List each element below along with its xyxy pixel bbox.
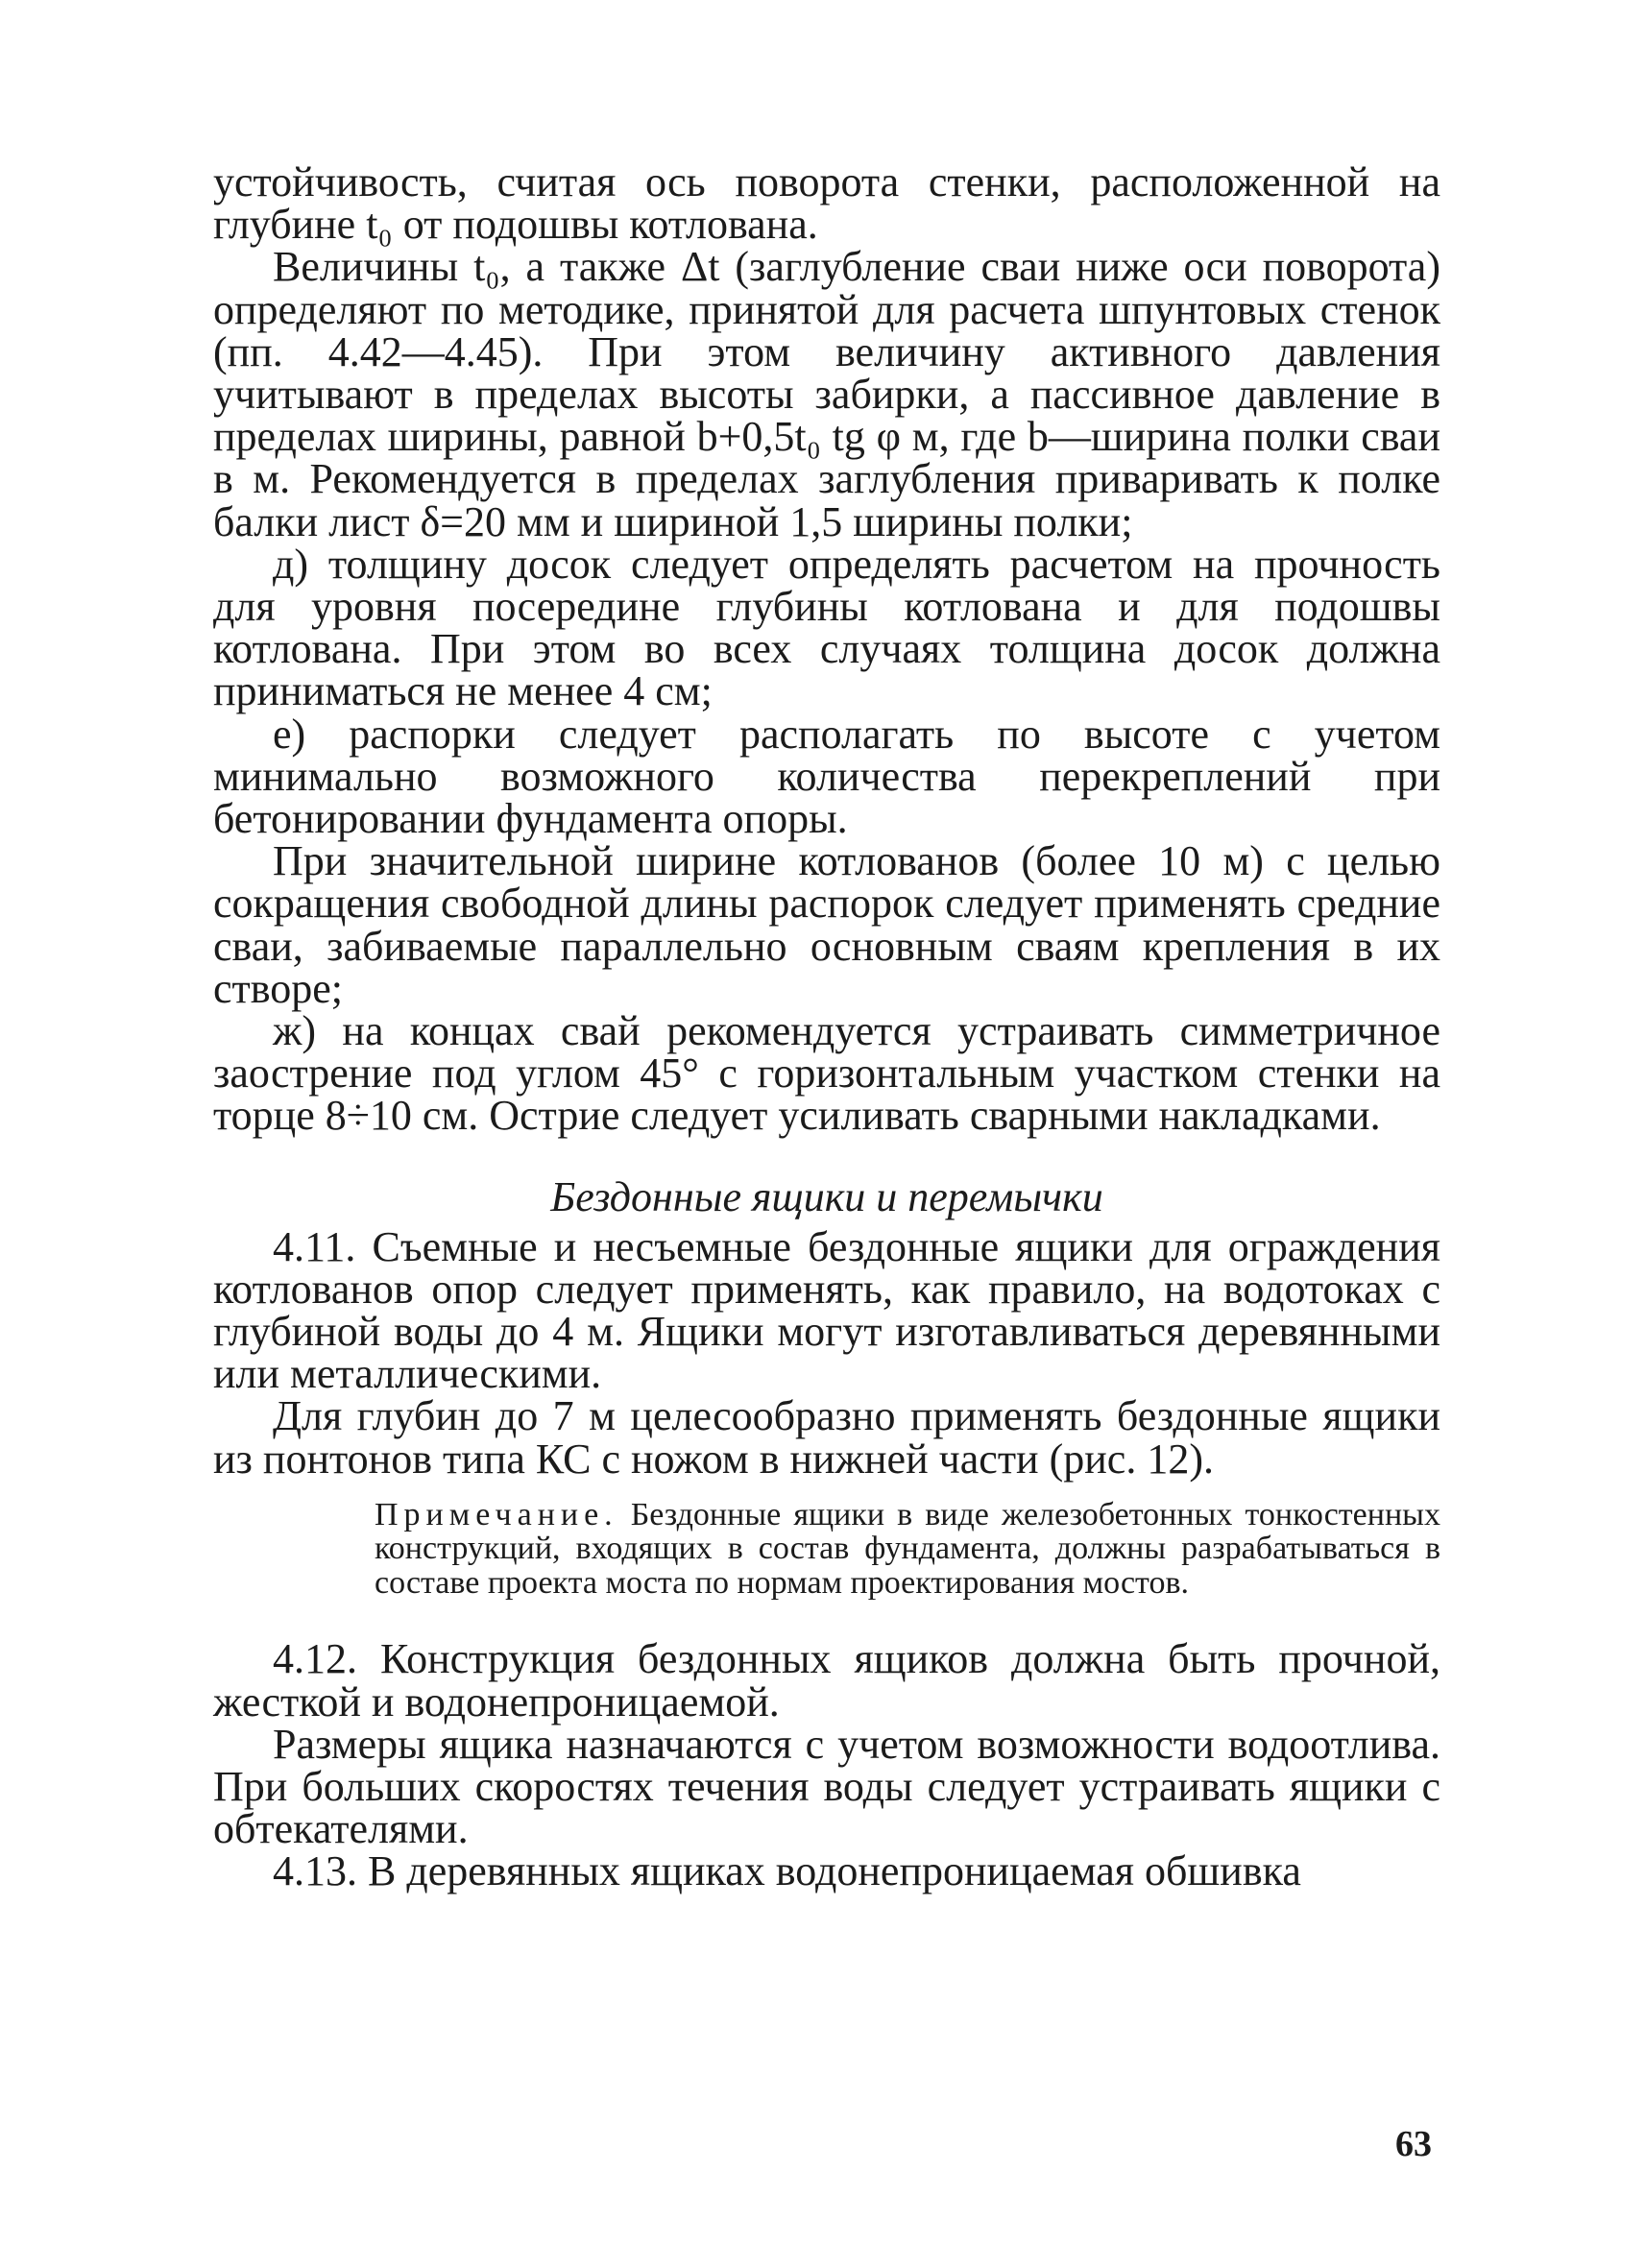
note xyxy=(213,1498,1440,1601)
closing-paragraph-3: 4.13. В деревянных ящиках водонепроницаемая обшивка xyxy=(273,1847,1301,1895)
section-heading: Бездонные ящики и перемычки xyxy=(550,1172,1103,1220)
section-paragraph-2: Для глубин до 7 м целесообразно применять бездонные ящики из понтонов типа КС с ножом в нижней части (рис. 12). xyxy=(213,1392,1440,1483)
closing-paragraph-1: 4.12. Конструкция бездонных ящиков должна быть прочной, жесткой и водонепроницаемой. xyxy=(213,1635,1440,1725)
closing-paragraph-2: Размеры ящика назначаются с учетом возможности водоотлива. При больших скоростях течения воды следует устраивать ящики с обтекателями. xyxy=(213,1720,1440,1853)
paragraph-3: д) толщину досок следует определять расчетом на прочность для уровня посередине глубины котлована и для подошвы котлована. При этом во всех случаях толщина досок должна приниматься не менее 4 см; xyxy=(213,540,1440,715)
paragraph-6: ж) на концах свай рекомендуется устраивать симметричное заострение под углом 45° с горизонтальным участком стенки на торце 8÷10 см. Острие следует усиливать сварными накладками. xyxy=(213,1007,1440,1140)
page-body xyxy=(213,158,1440,1895)
paragraph-1: устойчивость, считая ось поворота стенки, расположенной на глубине t₀ от подошвы котлована. xyxy=(213,158,1440,249)
note-label: Примечание. xyxy=(375,1496,618,1532)
paragraph-4: е) распорки следует располагать по высоте с учетом минимально возможного количества перекреплений при бетонировании фундамента опоры. xyxy=(213,710,1440,843)
paragraph-5: При значительной ширине котлованов (более 10 м) с целью сокращения свободной длины распорок следует применять средние сваи, забиваемые параллельно основным сваям крепления в их створе; xyxy=(213,837,1440,1012)
note-text: Бездонные ящики в виде железобетонных тонкостенных конструкций, входящих в состав фундамента, должны разрабатываться в составе проекта моста по нормам проектирования мостов. xyxy=(375,1496,1440,1601)
page-number: 63 xyxy=(1395,2124,1432,2164)
section-paragraph-1: 4.11. Съемные и несъемные бездонные ящики для ограждения котлованов опор следует применять, как правило, на водотоках с глубиной воды до 4 м. Ящики могут изготавливаться деревянными или металлическими. xyxy=(213,1222,1440,1398)
paragraph-2: Величины t₀, а также Δt (заглубление сваи ниже оси поворота) определяют по методике, принятой для расчета шпунтовых стенок (пп. 4.42—4.45). При этом величину активного давления учитывают в пределах высоты забирки, а пассивное давление в пределах ширины, равной b+0,5t₀ tg φ м, где b—ширина полки сваи в м. Рекомендуется в пределах заглубления приваривать к полке балки лист δ=20 мм и шириной 1,5 ширины полки; xyxy=(213,243,1440,545)
